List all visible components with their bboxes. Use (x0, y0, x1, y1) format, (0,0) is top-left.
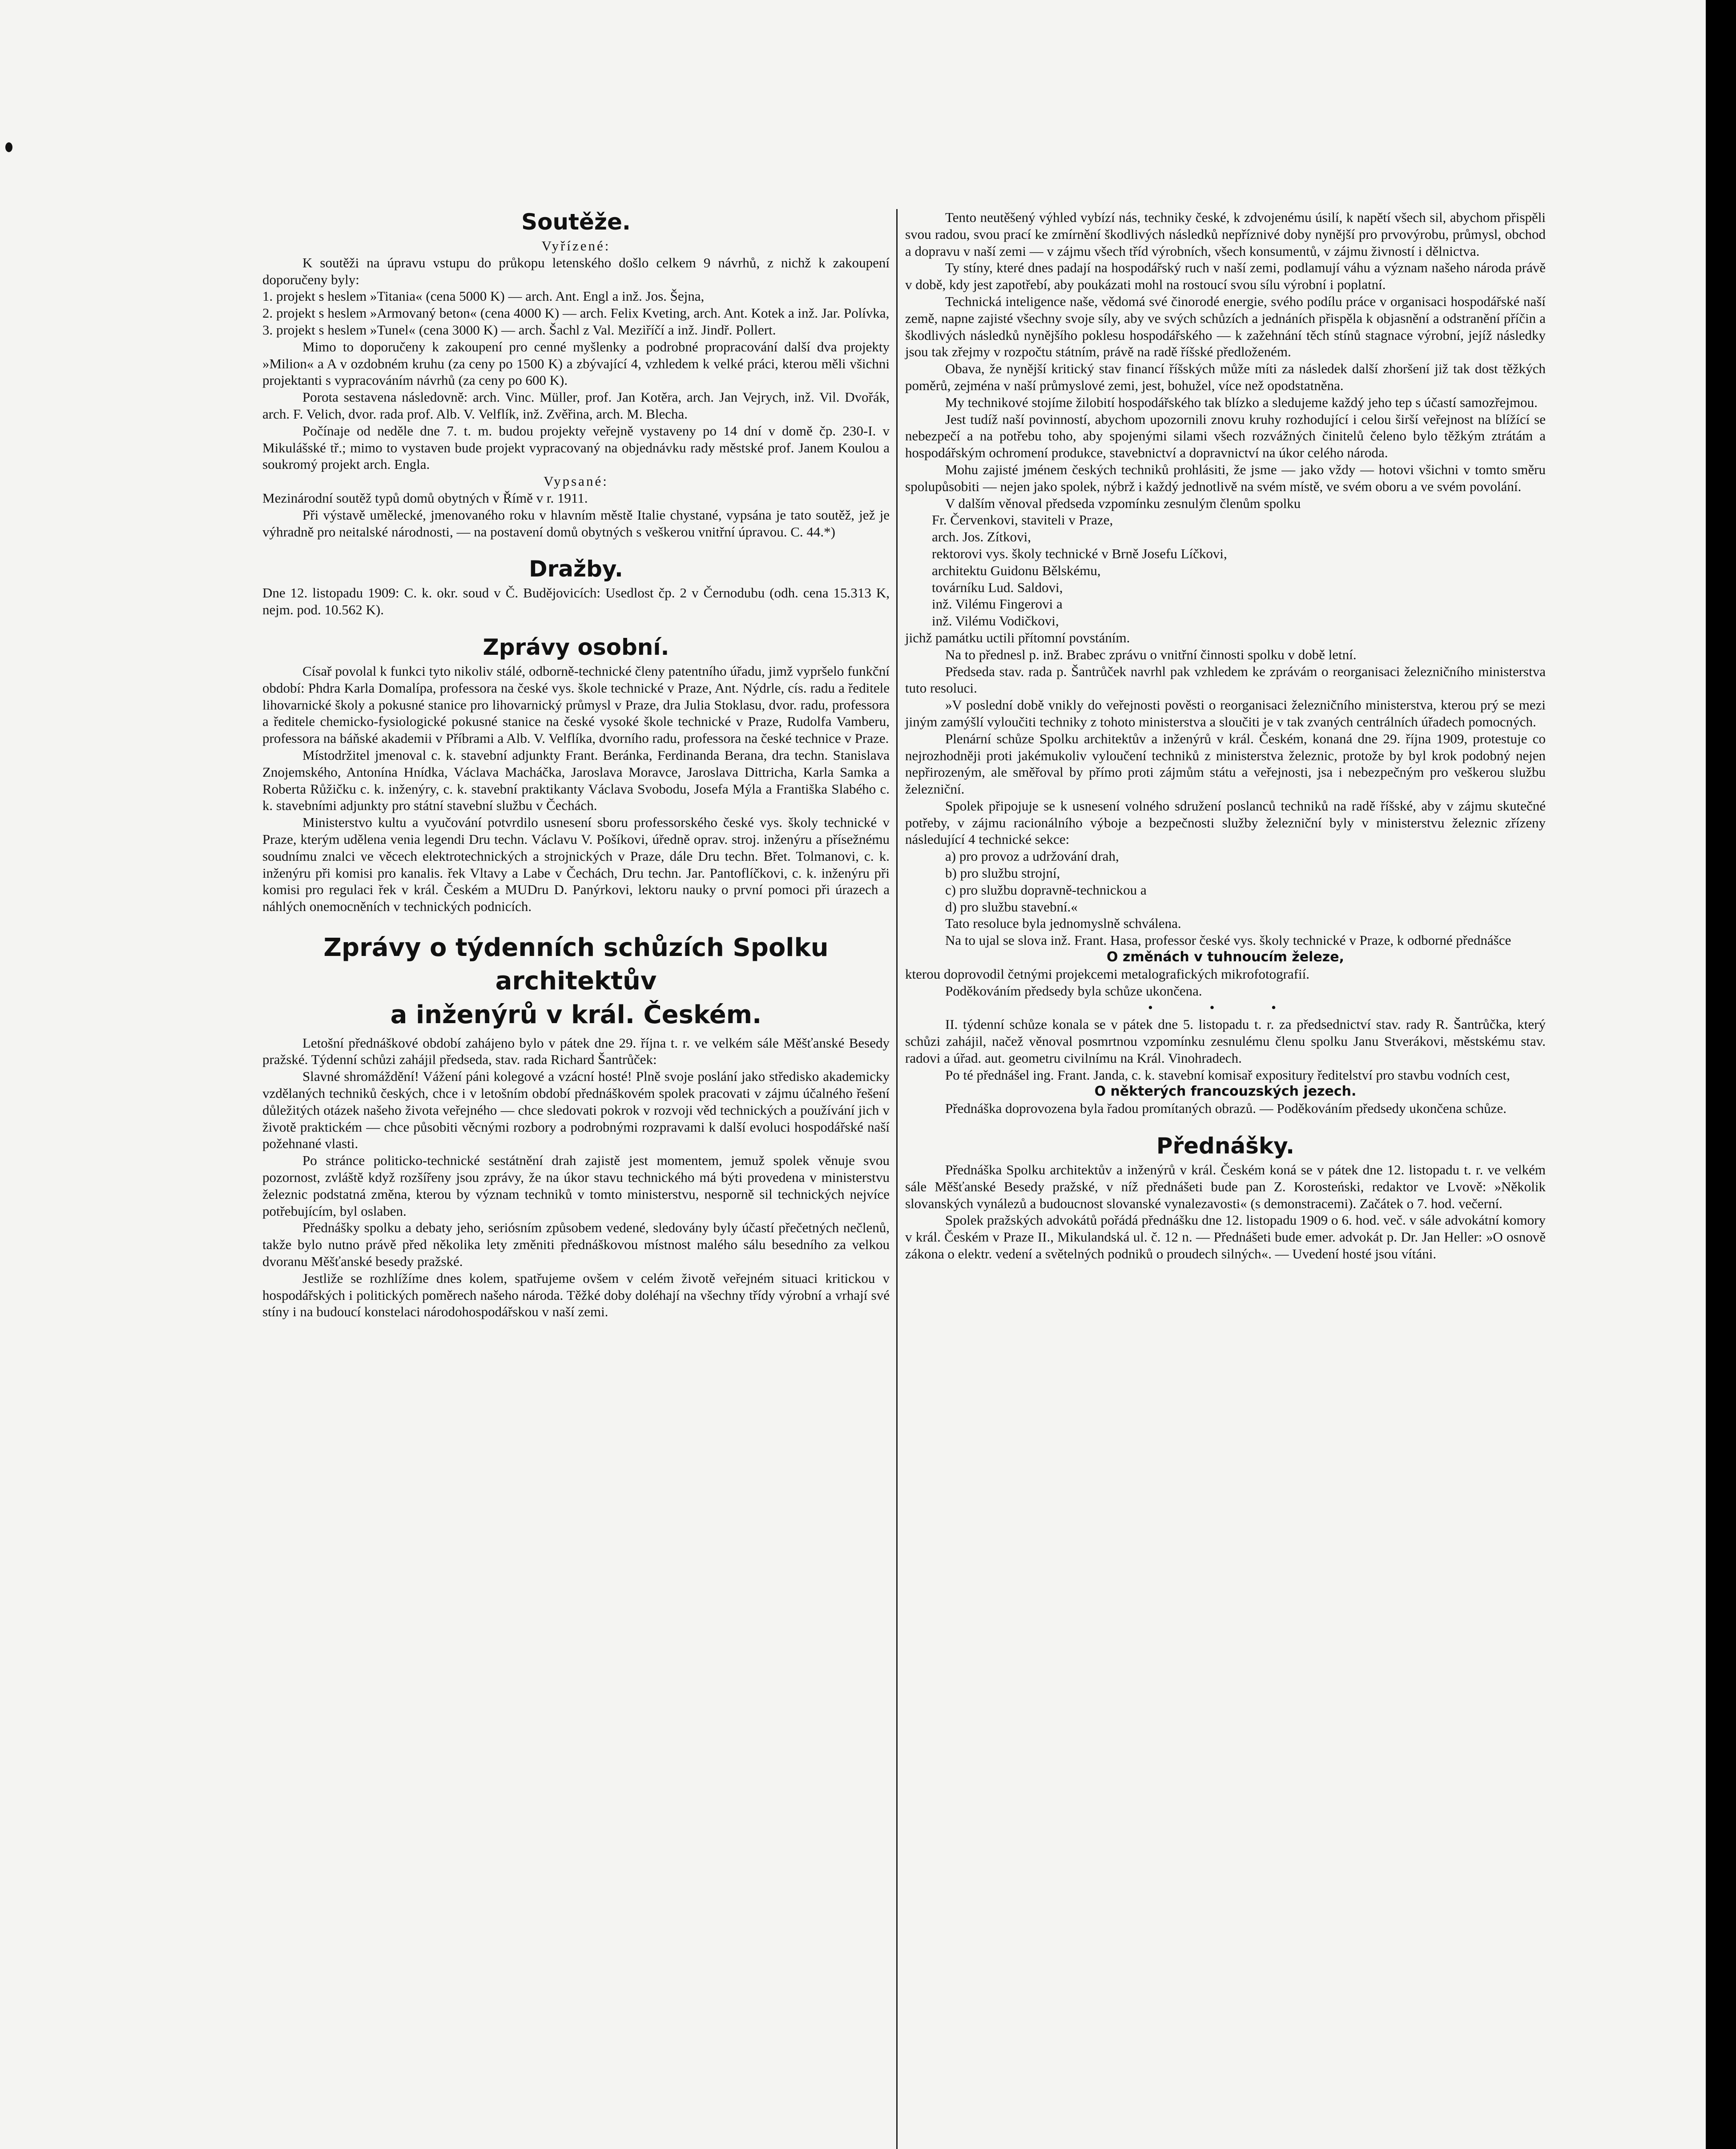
section-item: a) pro provoz a udržování drah, (945, 848, 1119, 864)
vypsané-paragraph-1: Mezinárodní soutěž typů domů obytných v Římě v r. 1911. (262, 490, 588, 506)
vypsané-paragraph-2: Při výstavě umělecké, jmenovaného roku v hlavním městě Italie chystané, vypsána je tato soutěž, jež je výhradně pro neitalské národnosti, — na postavení domů obytných s veškerou vnitřní úpravou. C. 44.*) (262, 507, 890, 540)
soutěže-paragraph-4: Počínaje od neděle dne 7. t. m. budou projekty veřejně vystaveny po 14 dní v domě čp. 230-I. v Mikulášské tř.; mimo to vystaven bude projekt vypracovaný na objednávku rady městské prof. Janem Koulou a soukromý projekt arch. Engla. (262, 423, 890, 472)
sections-list (905, 848, 1546, 915)
right-paragraph-20: II. týdenní schůze konala se v pátek dne 5. listopadu t. r. za předsednictví stav. rady R. Šantrůčka, který schůzi zahájil, načež věnoval posmrtnou vzpomínku zesnulému členu spolku Janu Stverákovi, městskému stav. radovi a úřad. aut. geometru civilnímu na Král. Vinohradech. (905, 1016, 1546, 1066)
dražby-heading: Dražby. (529, 556, 623, 582)
soutěže-item-3: 3. projekt s heslem »Tunel« (cena 3000 K) — arch. Šachl z Val. Meziříčí a inž. Jindř. Pollert. (262, 322, 776, 338)
deceased-member: arch. Jos. Zítkovi, (932, 529, 1031, 545)
zprávy-paragraph-1: Císař povolal k funkci tyto nikoliv stálé, odborně-technické členy patentního úřadu, jimž vypršelo funkční období: Phdra Karla Domalípa, professora na české vys. škole technické v Praze, Ant. Nýdrle, cís. radu a ředitele lihovarnické školy a pokusné stanice pro lihovarnický průmysl v Praze, dra Julia Stoklasu, dvor. radu, professora a ředitele chemicko-fysiologické pokusné stanice na české vysoké škole technické v Praze, Rudolfa Vamberu, professora na báňské akademii v Příbrami a Alb. V. Velflíka, dvorního radu, professora na české technice v Praze. (262, 663, 890, 746)
soutěže-paragraph-3: Porota sestavena následovně: arch. Vinc. Müller, prof. Jan Kotěra, arch. Jan Vejrych, inž. Vil. Dvořák, arch. F. Velich, dvor. rada prof. Alb. V. Velflík, inž. Zvěřina, arch. M. Blecha. (262, 389, 890, 422)
column-divider (896, 209, 898, 2149)
týdenní-paragraph-5: Jestliže se rozhlížíme dnes kolem, spatřujeme ovšem v celém životě veřejném situaci kritickou v hospodářských i politických poměrech našeho národa. Těžké doby doléhají na všechny třídy výrobní a vrhají své stíny i na budoucí konstelaci národohospodářskou v naší zemi. (262, 1270, 890, 1320)
section-item: c) pro službu dopravně-technickou a (945, 882, 1147, 898)
týdenní-heading-line-1: Zprávy o týdenních schůzích Spolku architektův (323, 933, 829, 996)
deceased-member: architektu Guidonu Bělskému, (932, 562, 1101, 578)
týdenní-paragraph-3: Po stránce politicko-technické sestátnění drah zajistě jest momentem, jemuž spolek věnuje svou pozornost, zvláště když rozšířeny jsou zprávy, že na úkor stavu technického má býti provedena v ministerstvu železnic podstatná změna, kterou by význam techniků v tomto ministerstvu, nesporně sil technických nejvíce potřebujícím, byl oslaben. (262, 1153, 890, 1219)
týdenní-paragraph-2: Slavné shromáždění! Vážení páni kolegové a vzácní hosté! Plně svoje poslání jako středisko akademicky vzdělaných techniků českých, chce i v letošním období přednáškovém spolek pracovati v zájmu účalného řešení důležitých otázek našeho života veřejného — chce sledovati pokrok v rozvoji věd technických a používání jich v životě praktickém — chce působiti věcnými rozbory a podrobnými rozpravami k další evoluci hospodářské naší požehnané vlasti. (262, 1068, 890, 1152)
right-paragraph-5: My technikové stojíme žilobití hospodářského tak blízko a sledujeme každý jeho tep s účastí samozřejmou. (945, 394, 1538, 410)
right-paragraph-15: Tato resoluce byla jednomyslně schválena. (945, 915, 1181, 931)
resolution-paragraph-2: Plenární schůze Spolku architektův a inženýrů v král. Českém, konaná dne 29. října 1909, protestuje co nejrozhodněji proti jakémukoliv vyloučení techniků z ministerstva železnic, protože by byl krok podobný nejen nepřirozeným, ale směřoval by přímo proti zájmům státu a veřejnosti, jsa i nebezpečným pro veškerou službu železniční. (905, 730, 1546, 797)
týdenní-schůze-heading (262, 931, 890, 1032)
přednášky-paragraph-2: Spolek pražských advokátů pořádá přednášku dne 12. listopadu 1909 o 6. hod. več. v sále advokátní komory v král. Českém v Praze II., Mikulandská ul. č. 12 n. — Přednášeti bude emer. advokát p. Dr. Jan Heller: »O osnově zákona o elektr. vedení a světelných podniků o proudech silných«. — Uvedení hosté jsou vítáni. (905, 1212, 1546, 1262)
přednášky-paragraph-1: Přednáška Spolku architektův a inženýrů v král. Českém koná se v pátek dne 12. listopadu t. r. ve velkém sále Měšťanské Besedy pražské, v níž přednášeti bude pan Z. Korosteński, redaktor ve Lvově: »Několik slovanských vynálezů a budoucnost slovanské vynalezavosti« (s demonstracemi). Začátek o 7. hod. večerní. (905, 1162, 1546, 1211)
right-paragraph-3: Technická inteligence naše, vědomá své činorodé energie, svého podílu práce v organisaci hospodářské naší země, napne zajisté všechny svoje síly, aby ve svých schůzích a jednáních přispěla k objasnění a odstranění příčin a škodlivých následků nynějšího poklesu hospodářského — k zažehnání těch stínů stagnace výrobní, jejíž následky jsou tak zřejmy v rozpočtu státním, právě na radě říšské předloženém. (905, 293, 1546, 360)
right-paragraph-11: Předseda stav. rada p. Šantrůček navrhl pak vzhledem ke zprávám o reorganisaci železničního ministerstva tuto resoluci. (905, 663, 1546, 696)
separator-stars: • • • (1148, 1000, 1303, 1016)
right-paragraph-16: Na to ujal se slova inž. Frant. Hasa, professor české vys. školy technické v Praze, k odborné přednášce (945, 932, 1511, 948)
týdenní-paragraph-1: Letošní přednáškové období zahájeno bylo v pátek dne 29. října t. r. ve velkém sále Měšťanské Besedy pražské. Týdenní schůzi zahájil předseda, stav. rada Richard Šantrůček: (262, 1035, 890, 1068)
deceased-member: továrníku Lud. Saldovi, (932, 579, 1063, 595)
right-paragraph-23: Přednáška doprovozena byla řadou promítaných obrazů. — Poděkováním předsedy ukončena schůze. (945, 1101, 1506, 1117)
vyřízené-subheading: Vyřízené: (541, 238, 611, 254)
zprávy-paragraph-3: Ministerstvo kultu a vyučování potvrdilo usnesení sboru professorského české vys. školy technické v Praze, kterým udělena venia legendi Dru techn. Václavu V. Pošíkovi, úředně oprav. stroj. inženýru a přísežnému soudnímu znalci ve věcech elektrotechnických a strojnických v Praze, dále Dru techn. Břet. Tolmanovi, c. k. inženýru při komisi pro kanalis. řek Vltavy a Labe v Čechách, Dru techn. Jar. Pantoflíčkovi, c. k. inženýru při komisi pro regulaci řek v král. Českém a MUDru D. Panýrkovi, lektoru nauky o první pomoci při úrazech a náhlých onemocněních v technických podnicích. (262, 814, 890, 915)
týdenní-heading-line-2: a inženýrů v král. Českém. (390, 1000, 762, 1030)
right-paragraph-19: Poděkováním předsedy byla schůze ukončena. (945, 983, 1202, 999)
zprávy-paragraph-2: Místodržitel jmenoval c. k. stavební adjunkty Frant. Beránka, Ferdinanda Berana, dra techn. Stanislava Znojemského, Antonína Hnídka, Václava Macháčka, Jaroslava Moravce, Jaroslava Dittricha, Karla Samka a Roberta Růžičku c. k. inženýry, c. k. stavební praktikanty Václava Svobodu, Josefa Mýla a Františka Slabého c. k. stavebními adjunkty pro státní stavební službu v Čechách. (262, 747, 890, 814)
deceased-member: rektorovi vys. školy technické v Brně Josefu Líčkovi, (932, 545, 1227, 561)
right-paragraph-1: Tento neutěšený výhled vybízí nás, techniky české, k zdvojenému úsilí, k napětí všech sil, abychom přispěli svou radou, svou prací ke zmírnění škodlivých následků nepříznivé doby nynější pro prvovýrobu, průmysl, obchod a dopravu v naší zemi — v zájmu všech tříd výrobních, všech konsumentů, v zájmu živností i dělnictva. (905, 210, 1546, 259)
lecture-title-2: O některých francouzských jezech. (1094, 1084, 1357, 1100)
right-paragraph-6: Jest tudíž naší povinností, abychom upozornili znovu kruhy rozhodující i celou širší veřejnost na blížící se nebezpečí a na potřebu toho, aby spojenými silami všech rozvážných činitelů čeleno bylo těžkým ztrátám a hospodářským ochromení produkce, stavebnictví a dopravnictví na úkor celého národa. (905, 411, 1546, 461)
týdenní-paragraph-4: Přednášky spolku a debaty jeho, seriósním způsobem vedené, sledovány byly účastí přečetných nečlenů, takže bylo nutno právě před několika lety změniti přednáškovou místnost malého sálu besedního za velkou dvoranu Měšťanské besedy pražské. (262, 1220, 890, 1270)
soutěže-paragraph-2: Mimo to doporučeny k zakoupení pro cenné myšlenky a podrobné propracování další dva projekty »Milion« a A v ozdobném kruhu (za ceny po 1500 K) a zbývající 4, vzhledem k velké práci, kterou měli všichni projektanti s vypracováním návrhů (za ceny po 600 K). (262, 339, 890, 388)
deceased-members-list (905, 512, 1546, 629)
right-column (905, 209, 1546, 1262)
přednášky-heading: Přednášky. (1156, 1133, 1295, 1159)
resolution-paragraph-3: Spolek připojuje se k usnesení volného sdružení poslanců techniků na radě říšské, aby v zájmu skutečné potřeby, v zájmu racionálního výboje a bezpečnosti služby železniční byly v ministerstvu železnic zřízeny následující 4 technické sekce: (905, 798, 1546, 847)
soutěže-item-1: 1. projekt s heslem »Titania« (cena 5000 K) — arch. Ant. Engl a inž. Jos. Šejna, (262, 288, 705, 304)
lecture-title-1: O změnách v tuhnoucím železe, (1107, 949, 1344, 965)
right-paragraph-9: jichž památku uctili přítomní povstáním. (905, 629, 1130, 645)
dražby-paragraph: Dne 12. listopadu 1909: C. k. okr. soud v Č. Budějovicích: Usedlost čp. 2 v Černodubu (odh. cena 15.313 K, nejm. pod. 10.562 K). (262, 585, 890, 618)
right-paragraph-8: V dalším věnoval předseda vzpomínku zesnulým členům spolku (945, 495, 1301, 511)
section-item: d) pro službu stavební.« (945, 899, 1078, 915)
soutěže-item-2: 2. projekt s heslem »Armovaný beton« (cena 4000 K) — arch. Felix Kveting, arch. Ant. Kotek a inž. Jar. Polívka, (262, 305, 890, 321)
deceased-member: Fr. Červenkovi, staviteli v Praze, (932, 512, 1113, 528)
zprávy-osobní-heading: Zprávy osobní. (483, 634, 669, 660)
right-paragraph-10: Na to přednesl p. inž. Brabec zprávu o vnitřní činnosti spolku v době letní. (945, 646, 1357, 662)
section-item: b) pro službu strojní, (945, 865, 1060, 881)
right-paragraph-21: Po té přednášel ing. Frant. Janda, c. k. stavební komisař expositury ředitelství pro stavbu vodních cest, (945, 1067, 1510, 1083)
right-paragraph-7: Mohu zajisté jménem českých techniků prohlásiti, že jsme — jako vždy — hotovi všichni v tomto směru spolupůsobiti — nejen jako spolek, nýbrž i každý jednotlivě na svém místě, ve svém oboru a ve svém povolání. (905, 461, 1546, 494)
right-paragraph-18: kterou doprovodil četnými projekcemi metalografických mikrofotografií. (905, 966, 1310, 982)
right-paragraph-4: Obava, že nynější kritický stav financí říšských může míti za následek další zhoršení již tak dost těžkých poměrů, zejména v naší průmyslové zemi, jest, bohužel, více než opodstatněna. (905, 361, 1546, 393)
resolution-paragraph-1: »V poslední době vnikly do veřejnosti pověsti o reorganisaci železničního ministerstva, kterou prý se mezi jiným zamýšlí vyloučiti techniky z tohoto ministerstva a sloučiti je v tak zvaných centrálních úřadech pomocných. (905, 697, 1546, 730)
soutěže-heading: Soutěže. (521, 209, 631, 235)
vypsané-subheading: Vypsané: (544, 473, 608, 489)
right-paragraph-2: Ty stíny, které dnes padají na hospodářský ruch v naší zemi, podlamují váhu a význam našeho národa právě v době, kdy jest zapotřebí, aby poukázati mohl na rostoucí svou sílu výrobní i poplatní. (905, 260, 1546, 293)
bullet-mark-icon (5, 142, 12, 152)
left-column (262, 209, 890, 1320)
soutěže-paragraph-1: K soutěži na úpravu vstupu do průkopu letenského došlo celkem 9 návrhů, z nichž k zakoupení doporučeny byly: (262, 254, 890, 287)
deceased-member: inž. Vilému Vodičkovi, (932, 613, 1059, 629)
deceased-member: inž. Vilému Fingerovi a (932, 596, 1063, 612)
